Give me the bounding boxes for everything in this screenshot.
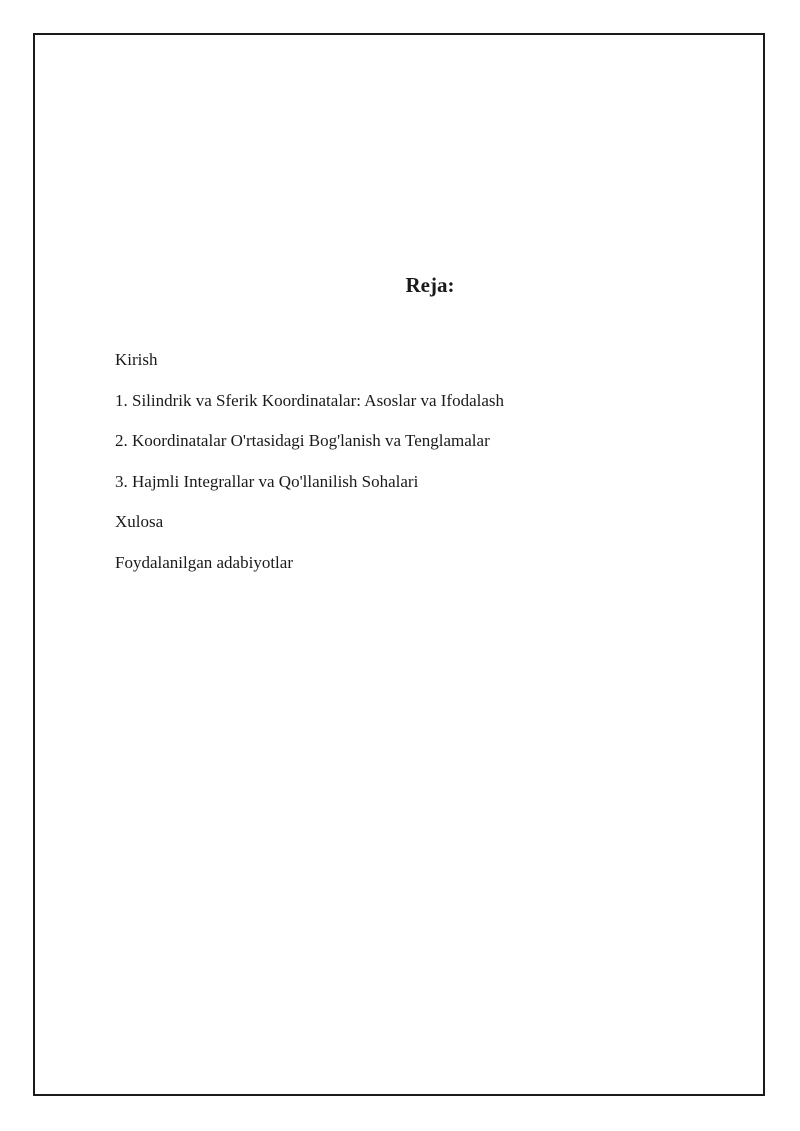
toc-item-conclusion: Xulosa: [115, 512, 164, 531]
toc-item-section-1: 1. Silindrik va Sferik Koordinatalar: Asoslar va Ifodalash: [115, 390, 505, 410]
page-title: Reja:: [405, 273, 455, 297]
toc-item-section-3: 3. Hajmli Integrallar va Qo'llanilish Sohalari: [115, 471, 419, 491]
toc-item-section-2: 2. Koordinatalar O'rtasidagi Bog'lanish va Tenglamalar: [115, 431, 490, 450]
toc-item-introduction: Kirish: [115, 350, 158, 369]
table-of-contents: [115, 350, 504, 593]
toc-item-references: Foydalanilgan adabiyotlar: [115, 552, 293, 572]
